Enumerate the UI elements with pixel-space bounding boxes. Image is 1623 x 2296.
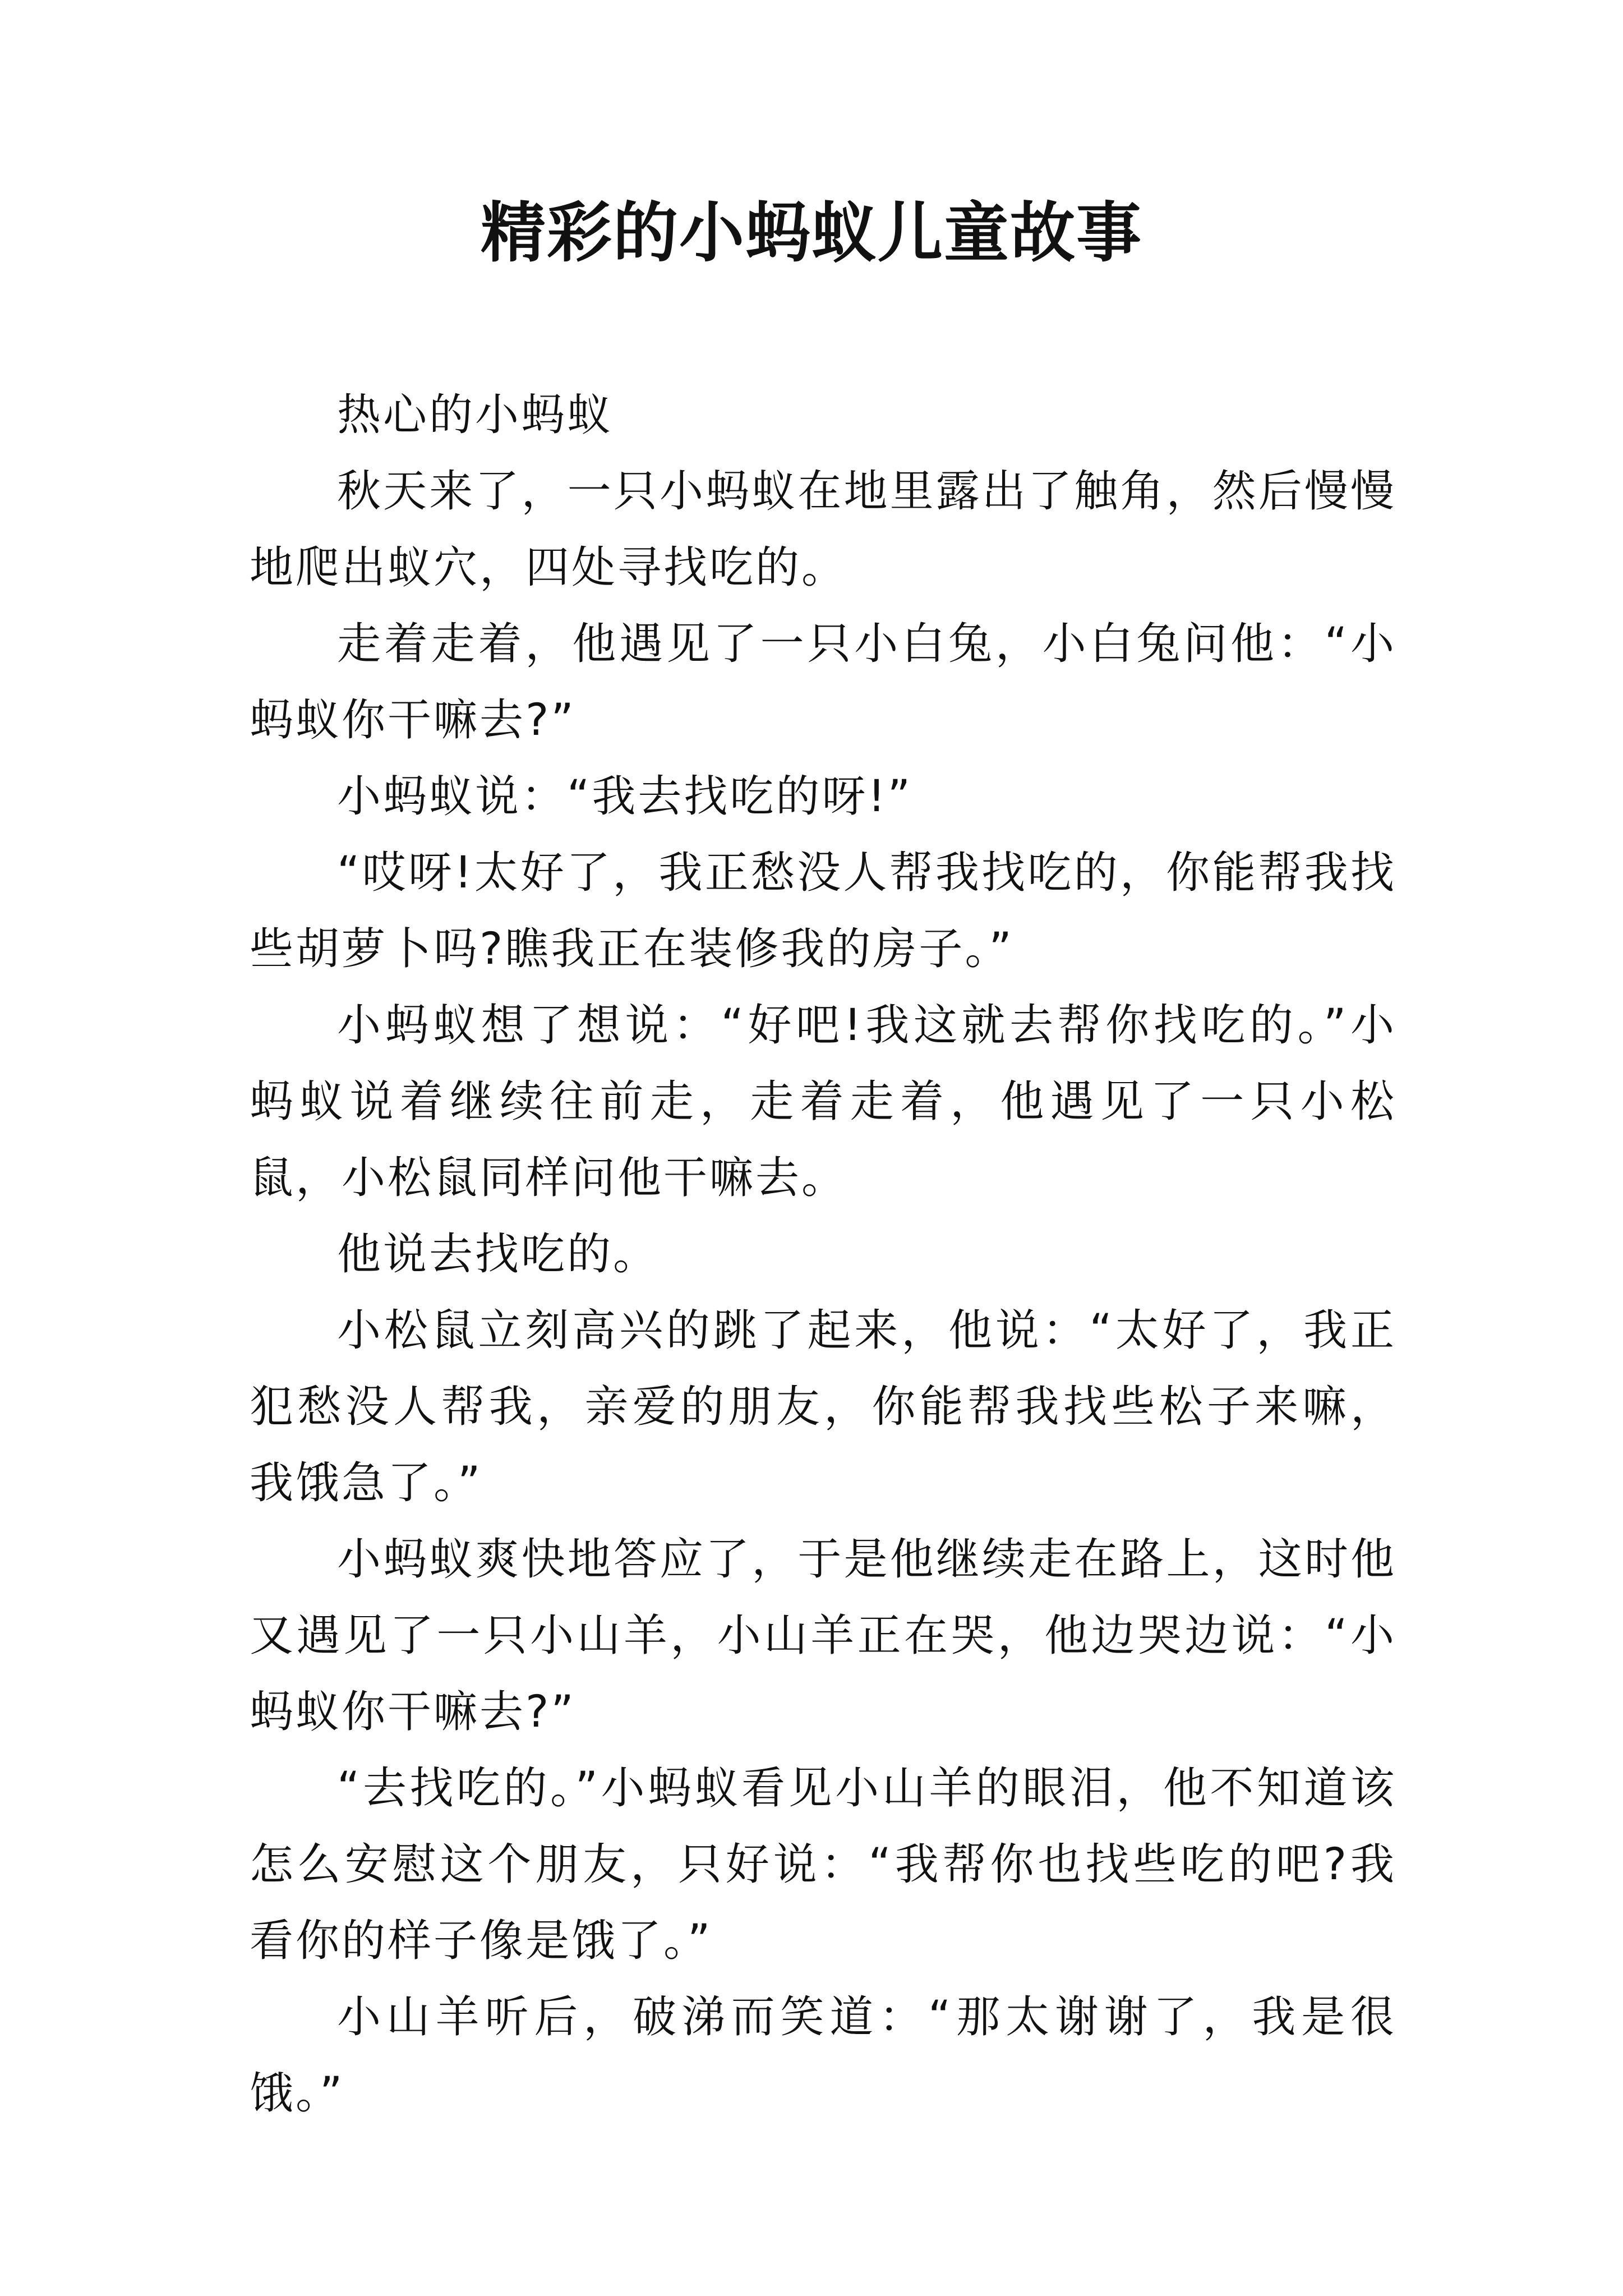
paragraph: 走着走着，他遇见了一只小白兔，小白兔问他：“小蚂蚁你干嘛去?” [250, 619, 1396, 746]
document-title: 精彩的小蚂蚁儿童故事 [481, 195, 1142, 271]
paragraph: 小松鼠立刻高兴的跳了起来，他说：“太好了，我正犯愁没人帮我，亲爱的朋友，你能帮我找些松子来嘛，我饿急了。” [250, 1305, 1396, 1508]
paragraph: “哎呀!太好了，我正愁没人帮我找吃的，你能帮我找些胡萝卜吗?瞧我正在装修我的房子。” [250, 848, 1396, 974]
document-body [250, 377, 1396, 2132]
paragraph: 小蚂蚁说：“我去找吃的呀!” [337, 771, 913, 822]
paragraph: 小蚂蚁爽快地答应了，于是他继续走在路上，这时他又遇见了一只小山羊，小山羊正在哭，他边哭边说：“小蚂蚁你干嘛去?” [250, 1534, 1396, 1737]
paragraph: 他说去找吃的。 [337, 1229, 660, 1280]
paragraph: 小山羊听后，破涕而笑道：“那太谢谢了，我是很饿。” [250, 1992, 1396, 2119]
paragraph-subtitle: 热心的小蚂蚁 [337, 390, 614, 440]
paragraph: 小蚂蚁想了想说：“好吧!我这就去帮你找吃的。”小蚂蚁说着继续往前走，走着走着，他遇见了一只小松鼠，小松鼠同样问他干嘛去。 [250, 1000, 1396, 1203]
paragraph: “去找吃的。”小蚂蚁看见小山羊的眼泪，他不知道该怎么安慰这个朋友，只好说：“我帮你也找些吃的吧?我看你的样子像是饿了。” [250, 1763, 1396, 1966]
paragraph: 秋天来了，一只小蚂蚁在地里露出了触角，然后慢慢地爬出蚁穴，四处寻找吃的。 [250, 466, 1396, 593]
